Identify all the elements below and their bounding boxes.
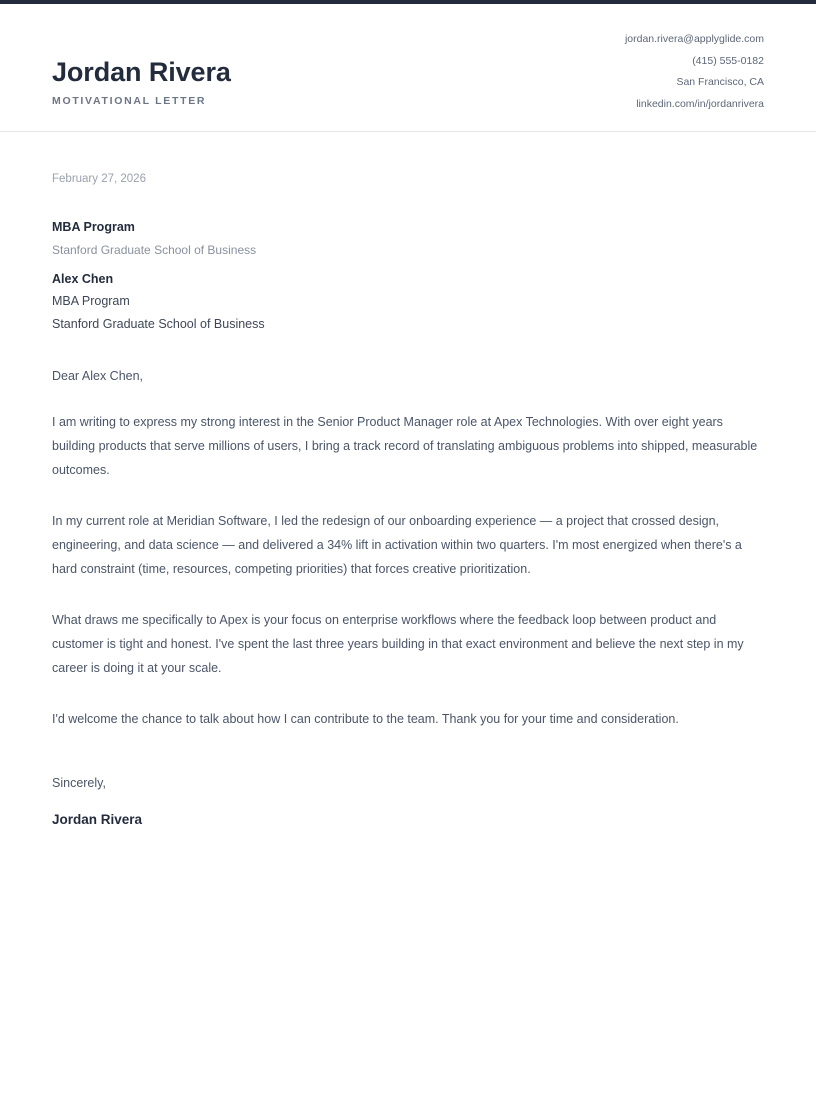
- sender-title: MBA Program: [52, 220, 135, 234]
- sender-organization: Stanford Graduate School of Business: [52, 242, 257, 257]
- contact-linkedin[interactable]: linkedin.com/in/jordanrivera: [636, 97, 764, 110]
- letter-paragraph: I'd welcome the chance to talk about how I can contribute to the team. Thank you for your time and consideration.: [52, 711, 679, 726]
- letter-date: February 27, 2026: [52, 173, 146, 185]
- recipient-block: [52, 273, 764, 331]
- recipient-name: Alex Chen: [52, 271, 114, 286]
- letter-header: [0, 4, 816, 132]
- salutation: Dear Alex Chen,: [52, 369, 144, 383]
- contact-email[interactable]: jordan.rivera@applyglide.com: [624, 33, 764, 45]
- letter-body: [0, 173, 816, 827]
- contact-location: San Francisco, CA: [676, 76, 764, 88]
- recipient-title: MBA Program: [52, 294, 130, 308]
- closing-line: Sincerely,: [52, 775, 106, 790]
- letter-paragraph: What draws me specifically to Apex is your focus on enterprise workflows where the feedback loop between product and customer is tight and honest. I've spent the last three years building in that exact environment and believe the next step in my career is doing it at your scale.: [52, 612, 744, 675]
- page-title: Jordan Rivera: [52, 56, 231, 87]
- sender-block: [52, 221, 764, 256]
- recipient-organization: Stanford Graduate School of Business: [52, 316, 265, 331]
- document-kind-label: MOTIVATIONAL LETTER: [52, 95, 207, 107]
- letter-paragraph: I am writing to express my strong interest in the Senior Product Manager role at Apex Technologies. With over eight years building products that serve millions of users, I bring a track record of translating ambiguous problems into shipped, measurable outcomes.: [52, 414, 758, 477]
- signature-name: Jordan Rivera: [52, 812, 143, 827]
- identity-block: [52, 57, 231, 109]
- contact-phone[interactable]: (415) 555-0182: [692, 54, 764, 67]
- contact-info: [625, 34, 764, 109]
- letter-paragraph: In my current role at Meridian Software, I led the redesign of our onboarding experience — a project that crossed design, engineering, and data science — and delivered a 34% lift in activation within two quarters. I'm most energized when there's a hard constraint (time, resources, competing priorities) that forces creative prioritization.: [52, 513, 742, 576]
